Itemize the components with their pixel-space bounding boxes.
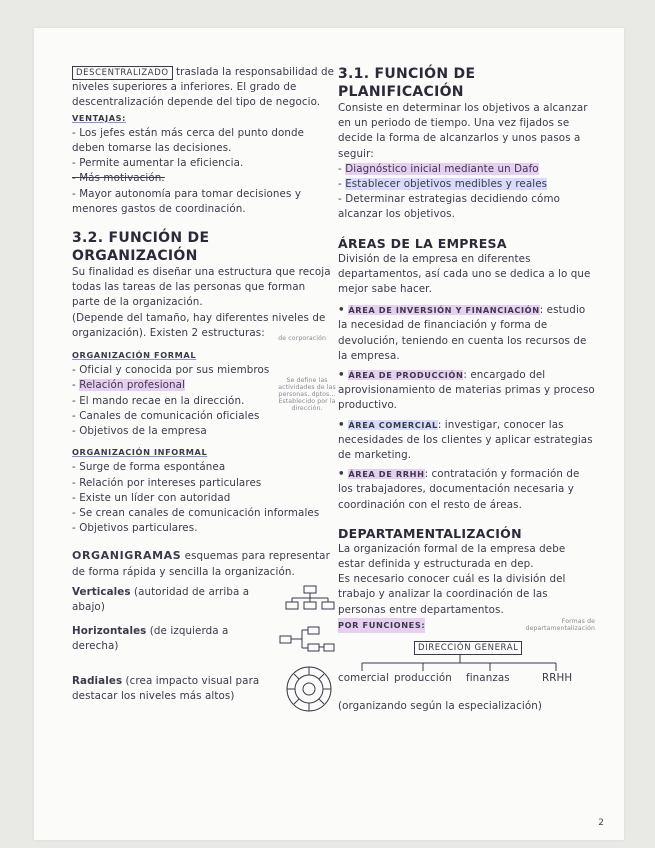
- formal-label: ORGANIZACIÓN FORMAL: [72, 350, 197, 361]
- organigrama-desc: (de izquierda a derecha): [72, 624, 229, 653]
- area-desc: : encargado del aprovisionamiento de materias primas y proceso productivo.: [338, 369, 595, 412]
- area-desc: : contratación y formación de los trabajadores, documentación necesaria y coordinación con el resto de áreas.: [338, 468, 580, 511]
- org-chart-child: comercial: [338, 672, 389, 685]
- formal-item: - Objetivos de la empresa: [72, 424, 278, 439]
- ventaja-item: - Mayor autonomía para tomar decisiones y menores gastos de coordinación.: [72, 187, 336, 217]
- organizacion-paragraph: Su finalidad es diseñar una estructura que recoja todas las tareas de las personas que forman parte de la organización.: [72, 266, 331, 309]
- area-item: [338, 467, 595, 513]
- area-item: [338, 303, 595, 364]
- planificacion-heading: 3.1. FUNCIÓN DE PLANIFICACIÓN: [338, 66, 476, 100]
- planificacion-step: - Diagnóstico inicial mediante un Dafo: [338, 162, 595, 177]
- organizacion-text-2: (Depende del tamaño, hay diferentes niveles de organización). Existen 2 estructuras:: [72, 311, 326, 339]
- area-item: [338, 418, 595, 464]
- informal-item: - Se crean canales de comunicación informales: [72, 506, 336, 521]
- departamentalizacion-heading: DEPARTAMENTALIZACIÓN: [338, 525, 522, 541]
- organigrama-vertical: [72, 584, 336, 616]
- horizontal-chart-icon: [278, 626, 336, 652]
- corporacion-note: de corporación: [278, 335, 326, 343]
- organigrama-name: Radiales: [72, 675, 123, 688]
- vertical-chart-icon: [284, 584, 336, 616]
- radial-chart-icon: [282, 664, 336, 714]
- descentralizado-tag: DESCENTRALIZADO: [72, 66, 173, 80]
- formal-list: [72, 363, 278, 439]
- formal-item: - Canales de comunicación oficiales: [72, 409, 278, 424]
- ventajas-list: [72, 126, 336, 217]
- ventaja-item: - Los jefes están más cerca del punto donde deben tomarse las decisiones.: [72, 126, 336, 156]
- org-chart: [338, 633, 595, 691]
- informal-item: - Relación por intereses particulares: [72, 476, 336, 491]
- area-name: ÁREA DE RRHH: [348, 469, 425, 480]
- organigramas-heading: ORGANIGRAMAS: [72, 549, 182, 563]
- formal-side-note: Se define las actividades de las personas, dptos... Establecido por la dirección.: [278, 377, 336, 413]
- organigramas-text: esquemas para representar de forma rápida y sencilla la organización.: [72, 550, 330, 578]
- org-chart-root: DIRECCIÓN GENERAL: [414, 641, 522, 655]
- ventaja-item: - Más motivación.: [72, 171, 336, 186]
- organizacion-heading: 3.2. FUNCIÓN DE ORGANIZACIÓN: [72, 230, 210, 265]
- descentralizado-text: traslada la responsabilidad de niveles superiores a inferiores. El grado de descentralización depende del tipo de negocio.: [72, 66, 335, 109]
- formal-item: - Oficial y conocida por sus miembros: [72, 363, 278, 378]
- departamentalizacion-paragraph: La organización formal de la empresa debe estar definida y estructurada en dep.: [338, 542, 566, 571]
- area-desc: : investigar, conocer las necesidades de los clientes y aplicar estrategias de marketing.: [338, 418, 593, 462]
- organigrama-desc: (crea impacto visual para destacar los niveles más altos): [72, 675, 260, 703]
- areas-paragraph: División de la empresa en diferentes departamentos, así cada uno se dedica a lo que mejor sabe hacer.: [338, 252, 591, 296]
- area-desc: : estudio la necesidad de financiación y forma de devolución, teniendo en cuenta los recursos de la empresa.: [338, 304, 587, 362]
- informal-item: - Objetivos particulares.: [72, 521, 336, 536]
- formal-item: - Relación profesional: [72, 378, 278, 393]
- formas-note: Formas de departamentalización: [525, 617, 595, 632]
- informal-list: [72, 460, 336, 536]
- por-funciones-label: POR FUNCIONES:: [338, 618, 425, 633]
- planificacion-steps: [338, 162, 595, 223]
- ventajas-label: VENTAJAS:: [72, 112, 127, 123]
- informal-item: - Existe un líder con autoridad: [72, 491, 336, 506]
- org-chart-child: producción: [394, 672, 452, 685]
- informal-label: ORGANIZACIÓN INFORMAL: [72, 447, 208, 458]
- org-chart-caption: (organizando según la especialización): [338, 700, 542, 713]
- formal-item: - El mando recae en la dirección.: [72, 394, 278, 409]
- ventaja-item: - Permite aumentar la eficiencia.: [72, 156, 336, 171]
- area-name: ÁREA DE PRODUCCIÓN: [348, 370, 464, 381]
- area-name: ÁREA DE INVERSIÓN Y FINANCIACIÓN: [348, 305, 540, 316]
- descentralizado-paragraph: [72, 65, 336, 111]
- notes-page: [34, 28, 624, 840]
- organigrama-desc: (autoridad de arriba a abajo): [72, 585, 250, 613]
- area-name: ÁREA COMERCIAL: [348, 419, 438, 430]
- organigrama-horizontal: [72, 624, 336, 654]
- org-chart-child: finanzas: [466, 672, 510, 685]
- planificacion-step: - Establecer objetivos medibles y reales: [338, 177, 595, 192]
- areas-heading: ÁREAS DE LA EMPRESA: [338, 235, 507, 251]
- organigrama-radial: [72, 664, 336, 714]
- planificacion-step: - Determinar estrategias decidiendo cómo alcanzar los objetivos.: [338, 192, 595, 222]
- left-column: [72, 65, 336, 714]
- organigrama-name: Verticales: [72, 585, 131, 598]
- planificacion-paragraph: Consiste en determinar los objetivos a alcanzar en un periodo de tiempo. Una vez fijados se decide la forma de alcanzarlos y unos pasos a seguir:: [338, 102, 588, 160]
- informal-item: - Surge de forma espontánea: [72, 460, 336, 475]
- organigrama-name: Horizontales: [72, 624, 147, 637]
- area-item: [338, 368, 595, 414]
- org-chart-child: RRHH: [542, 672, 573, 685]
- departamentalizacion-paragraph-2: Es necesario conocer cuál es la división del trabajo y analizar la coordinación de las personas entre departamentos.: [338, 573, 566, 616]
- page-number: 2: [598, 818, 604, 828]
- organigramas-paragraph: [72, 548, 336, 579]
- areas-list: [338, 303, 595, 513]
- right-column: [338, 65, 595, 714]
